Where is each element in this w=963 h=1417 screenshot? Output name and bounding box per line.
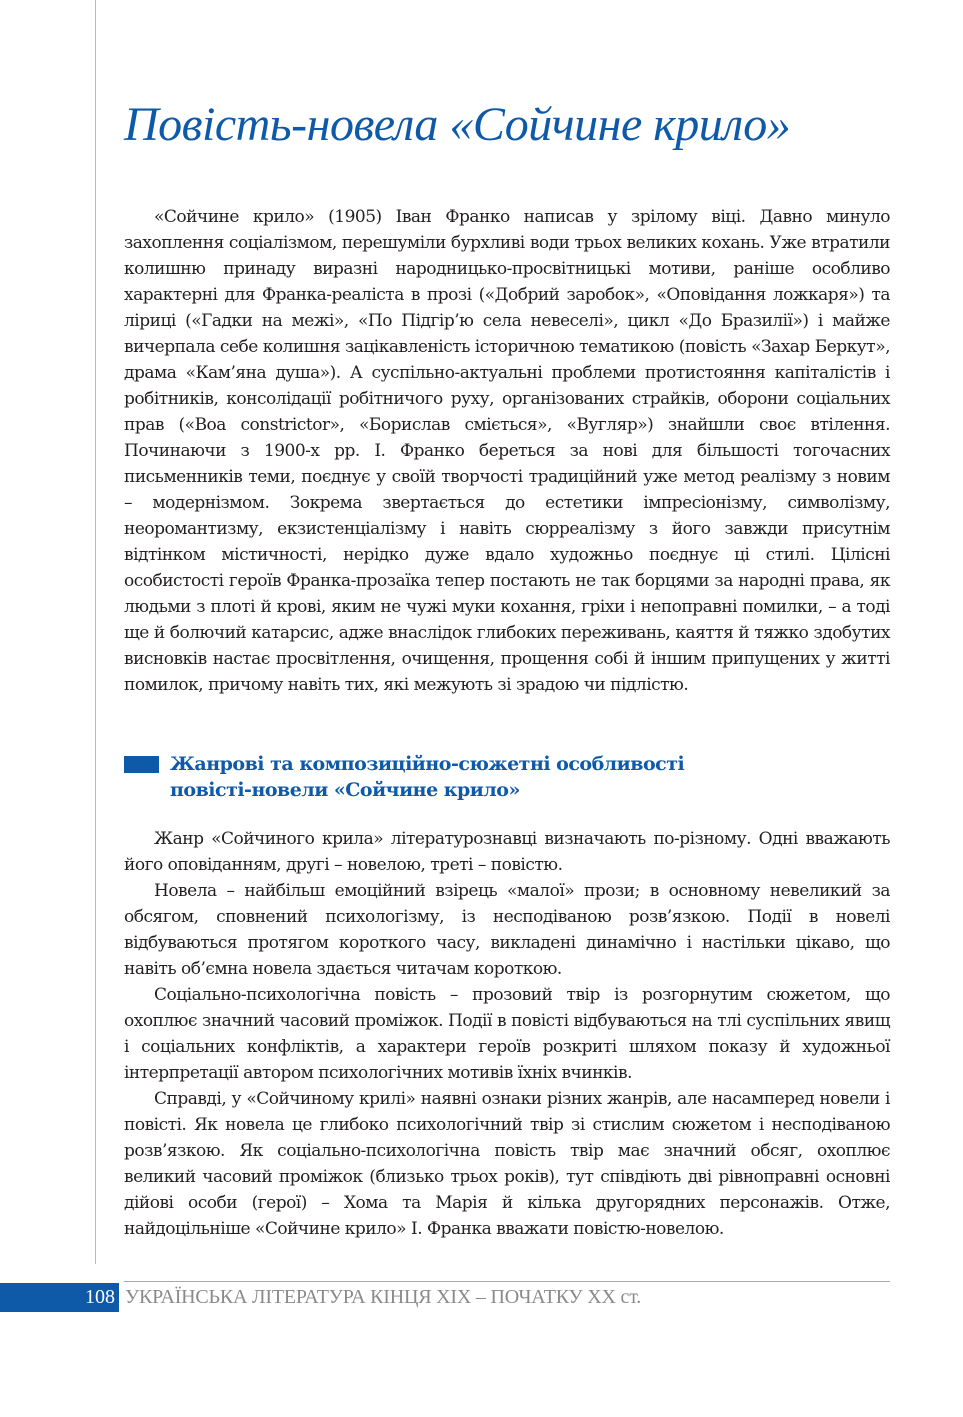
genre-paragraph: Справді, у «Сойчиному крилі» наявні ознаки різних жанрів, але насамперед новели і повісті. Як новела це глибоко психологічний твір зі стислим сюжетом і несподіваною розв’язкою. Як соціально-психологічна повість твір має значний обсяг, охоплює великий часовий проміжок (близько трьох років), тут співдіють дві рівноправні основні дійові особи (герої) – Хома та Марія й кілька другорядних персонажів. Отже, найдоцільніше «Сойчине крило» І. Франка вважати повістю-новелою. bbox=[124, 1089, 890, 1239]
footer-rule bbox=[124, 1281, 890, 1282]
section-heading bbox=[170, 751, 890, 803]
section-marker bbox=[124, 756, 159, 773]
genre-paragraph: Новела – найбільш емоційний взірець «малої» прози; в основному невеликий за обсягом, сповнений психологізму, із несподіваною розв’язкою. Події в новелі відбуваються протягом короткого часу, викладені динамічно і настільки цікаво, що навіть об’ємна новела здається читачам короткою. bbox=[124, 881, 890, 979]
intro-paragraph: «Сойчине крило» (1905) Іван Франко написав у зрілому віці. Давно минуло захоплення соціалізмом, перешуміли бурхливі води трьох великих кохань. Уже втратили колишню принаду виразні народницько-просвітницькі мотиви, раніше особливо характерні для Франка-реаліста в прозі («Добрий заробок», «Оповідання ложкаря») та ліриці («Гадки на межі», «По Підгір’ю села невеселі», цикл «До Бразилії») і майже вичерпала себе колишня зацікавленість історичною тематикою (повість «Захар Беркут», драма «Кам’яна душа»). А суспільно-актуальні проблеми протистояння капіталістів і робітників, консолідації робітничого руху, організованих страйків, оборони соціальних прав («Boa constrictor», «Борислав сміється», «Вугляр») знайшли своє втілення. Починаючи з 1900-х рр. І. Франко береться за нові для більшості тогочасних письменників теми, поєднує у своїй творчості традиційний уже метод реалізму з новим – модернізмом. Зокрема звертається до естетики імпресіонізму, символізму, неоромантизму, екзистенціалізму і навіть сюрреалізму з його завжди присутнім відтінком містичності, нерідко дуже вдало художньо поєднує ці стилі. Цілісні особистості героїв Франка-прозаїка тепер постають не так борцями за народні права, як людьми з плоті й крові, яким не чужі муки кохання, гріхи і непоправні помилки, – а тоді ще й болючий катарсис, адже внаслідок глибоких переживань, каяття й тяжко здобутих висновків настає просвітлення, очищення, прощення собі й іншим припущених у житті помилок, причому навіть тих, які межують зі зрадою чи підлістю. bbox=[124, 207, 890, 695]
page-number-box bbox=[0, 1283, 119, 1312]
section-heading-line-1: Жанрові та композиційно-сюжетні особливості bbox=[170, 753, 685, 775]
section-heading-line-2: повісті-новели «Сойчине крило» bbox=[170, 779, 520, 801]
margin-rule bbox=[95, 0, 96, 1264]
running-head: УКРАЇНСЬКА ЛІТЕРАТУРА КІНЦЯ ХІХ – ПОЧАТКУ ХХ ст. bbox=[125, 1286, 642, 1308]
genre-paragraph: Соціально-психологічна повість – прозовий твір із розгорнутим сюжетом, що охоплює значний часовий проміжок. Події в повісті відбуваються на тлі суспільних явищ і соціальних конфліктів, а характери героїв розкриті шляхом показу й художньої інтерпретації автором психологічних мотивів їхніх вчинків. bbox=[124, 985, 890, 1083]
page-number: 108 bbox=[85, 1286, 115, 1308]
genre-body bbox=[124, 826, 890, 1242]
genre-paragraph: Жанр «Сойчиного крила» літературознавці визначають по-різному. Одні вважають його оповіданням, другі – новелою, треті – повістю. bbox=[124, 829, 890, 875]
page-title: Повість-новела «Сойчине крило» bbox=[124, 98, 791, 151]
